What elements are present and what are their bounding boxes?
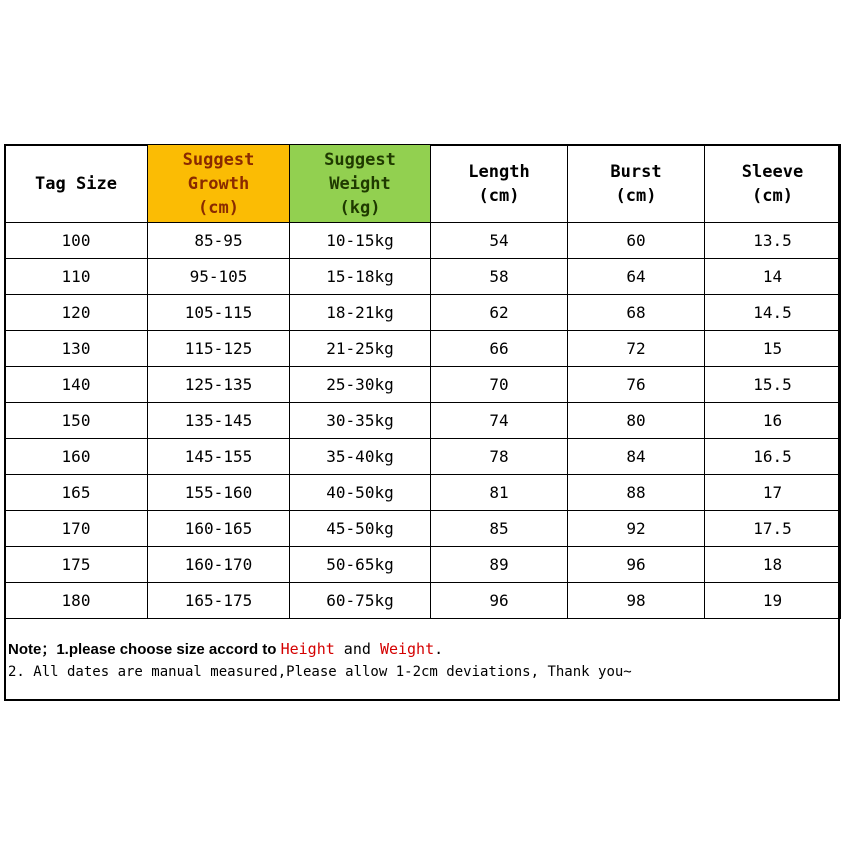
header-suggest-growth (148, 145, 290, 223)
length-cell: 54 (431, 223, 568, 259)
growth-cell: 115-125 (148, 331, 290, 367)
table-row (5, 439, 841, 475)
table-row (5, 583, 841, 619)
length-cell: 74 (431, 403, 568, 439)
tag-size-cell: 170 (5, 511, 148, 547)
weight-cell: 15-18kg (290, 259, 431, 295)
sleeve-cell: 15.5 (705, 367, 841, 403)
sleeve-cell: 19 (705, 583, 841, 619)
weight-cell: 18-21kg (290, 295, 431, 331)
burst-cell: 98 (568, 583, 705, 619)
length-cell: 89 (431, 547, 568, 583)
burst-cell: 72 (568, 331, 705, 367)
table-row (5, 547, 841, 583)
weight-cell: 45-50kg (290, 511, 431, 547)
header-burst (568, 145, 705, 223)
table-row (5, 475, 841, 511)
length-cell: 58 (431, 259, 568, 295)
tag-size-cell: 160 (5, 439, 148, 475)
sleeve-cell: 15 (705, 331, 841, 367)
header-length (431, 145, 568, 223)
weight-cell: 25-30kg (290, 367, 431, 403)
sleeve-cell: 17 (705, 475, 841, 511)
burst-cell: 96 (568, 547, 705, 583)
table-row (5, 259, 841, 295)
length-cell: 70 (431, 367, 568, 403)
tag-size-cell: 100 (5, 223, 148, 259)
length-cell: 85 (431, 511, 568, 547)
tag-size-cell: 180 (5, 583, 148, 619)
length-cell: 66 (431, 331, 568, 367)
growth-cell: 160-165 (148, 511, 290, 547)
burst-cell: 68 (568, 295, 705, 331)
length-cell: 96 (431, 583, 568, 619)
growth-cell: 160-170 (148, 547, 290, 583)
growth-cell: 155-160 (148, 475, 290, 511)
sleeve-cell: 16.5 (705, 439, 841, 475)
note-prefix: Note；1.please choose size accord to (8, 641, 281, 658)
length-cell: 62 (431, 295, 568, 331)
header-line: (cm) (615, 185, 657, 206)
note-height-word: Height (280, 640, 335, 658)
table-row (5, 331, 841, 367)
header-suggest-weight (290, 145, 431, 223)
weight-cell: 10-15kg (290, 223, 431, 259)
burst-cell: 64 (568, 259, 705, 295)
header-line: Length (468, 161, 530, 182)
burst-cell: 76 (568, 367, 705, 403)
note-weight-word: Weight (379, 640, 435, 658)
header-line: Growth (187, 173, 250, 194)
size-chart-table (4, 144, 841, 619)
burst-cell: 84 (568, 439, 705, 475)
header-line: (cm) (478, 185, 520, 206)
tag-size-cell: 130 (5, 331, 148, 367)
tag-size-cell: 120 (5, 295, 148, 331)
header-line: Suggest (324, 149, 396, 170)
header-line: Burst (610, 161, 662, 182)
tag-size-cell: 165 (5, 475, 148, 511)
sleeve-cell: 17.5 (705, 511, 841, 547)
table-row (5, 403, 841, 439)
note-line-2: 2. All dates are manual measured,Please allow 1-2cm deviations, Thank you~ (8, 664, 632, 680)
header-row (5, 145, 841, 223)
tag-size-cell: 140 (5, 367, 148, 403)
note-block (8, 638, 836, 683)
note-period: . (434, 640, 444, 658)
tag-size-cell: 110 (5, 259, 148, 295)
weight-cell: 21-25kg (290, 331, 431, 367)
header-line: Weight (329, 173, 391, 194)
sleeve-cell: 14 (705, 259, 841, 295)
note-and-word: and (334, 640, 380, 658)
header-line: (kg) (339, 197, 381, 218)
weight-cell: 50-65kg (290, 547, 431, 583)
weight-cell: 40-50kg (290, 475, 431, 511)
weight-cell: 35-40kg (290, 439, 431, 475)
growth-cell: 105-115 (148, 295, 290, 331)
note-line-1 (8, 638, 836, 661)
tag-size-cell: 150 (5, 403, 148, 439)
table-row (5, 367, 841, 403)
table-row (5, 295, 841, 331)
weight-cell: 30-35kg (290, 403, 431, 439)
header-sleeve (705, 145, 841, 223)
growth-cell: 85-95 (148, 223, 290, 259)
length-cell: 78 (431, 439, 568, 475)
table-row (5, 511, 841, 547)
size-rows (5, 223, 841, 619)
length-cell: 81 (431, 475, 568, 511)
header-line: (cm) (198, 197, 239, 218)
tag-size-cell: 175 (5, 547, 148, 583)
burst-cell: 88 (568, 475, 705, 511)
growth-cell: 145-155 (148, 439, 290, 475)
header-tag-size (5, 145, 148, 223)
sleeve-cell: 14.5 (705, 295, 841, 331)
growth-cell: 125-135 (148, 367, 290, 403)
growth-cell: 165-175 (148, 583, 290, 619)
burst-cell: 80 (568, 403, 705, 439)
weight-cell: 60-75kg (290, 583, 431, 619)
growth-cell: 95-105 (148, 259, 290, 295)
table-row (5, 223, 841, 259)
header-line: Suggest (182, 149, 255, 170)
sleeve-cell: 18 (705, 547, 841, 583)
sleeve-cell: 16 (705, 403, 841, 439)
header-line: (cm) (752, 185, 793, 206)
header-line: Tag Size (35, 173, 117, 194)
burst-cell: 60 (568, 223, 705, 259)
burst-cell: 92 (568, 511, 705, 547)
sleeve-cell: 13.5 (705, 223, 841, 259)
growth-cell: 135-145 (148, 403, 290, 439)
header-line: Sleeve (741, 161, 804, 182)
